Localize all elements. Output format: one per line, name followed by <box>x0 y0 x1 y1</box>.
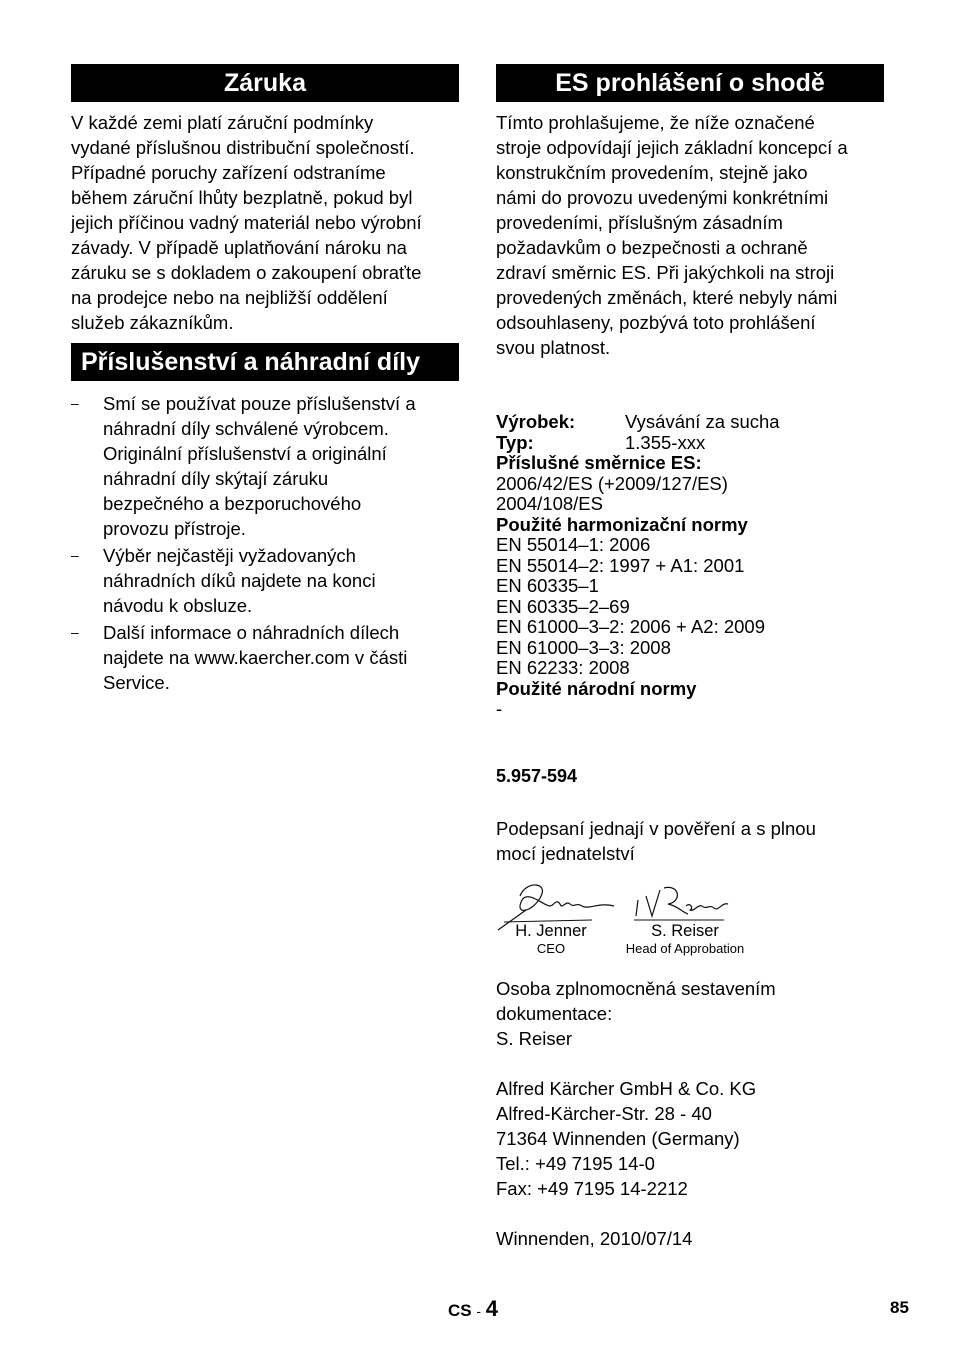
type-label: Typ: <box>496 431 534 453</box>
accessories-heading: Příslušenství a náhradní díly <box>71 343 459 381</box>
dash-bullet: – <box>71 395 79 411</box>
company-address <box>496 1076 884 1201</box>
product-value: Vysávání za sucha <box>625 411 780 432</box>
product-label: Výrobek: <box>496 411 576 432</box>
warranty-line: vydané příslušnou distribuční společností. <box>71 137 415 158</box>
place-date: Winnenden, 2010/07/14 <box>496 1227 693 1249</box>
national-label: Použité národní normy <box>496 677 697 699</box>
warranty-line: služeb zákazníkům. <box>71 312 234 333</box>
national-value: - <box>496 698 503 719</box>
declaration-line: provedených změnách, které nebyly námi <box>496 287 838 308</box>
harmonized-standard: EN 55014–1: 2006 <box>496 534 651 555</box>
harmonized-standard: EN 60335–1 <box>496 575 599 596</box>
declaration-text <box>496 110 884 360</box>
harmonized-standard: EN 62233: 2008 <box>496 657 630 678</box>
dash-bullet: – <box>71 624 79 640</box>
address-line: Alfred Kärcher GmbH & Co. KG <box>496 1077 757 1099</box>
signature-jenner <box>496 876 606 958</box>
harmonized-label: Použité harmonizační normy <box>496 513 748 535</box>
address-line: Alfred-Kärcher-Str. 28 - 40 <box>496 1102 712 1124</box>
warranty-heading: Záruka <box>71 64 459 102</box>
declaration-line: požadavkům o bezpečnosti a ochraně <box>496 237 808 258</box>
declaration-line: provedeními, příslušným zásadním <box>496 212 783 233</box>
declaration-line: konstrukčním provedením, stejně jako <box>496 162 808 183</box>
directive: 2006/42/ES (+2009/127/ES) <box>496 472 728 494</box>
signatory-role: CEO <box>536 940 566 956</box>
declaration-line: Tímto prohlašujeme, že níže označené <box>496 112 815 133</box>
warranty-line: záruku se s dokladem o zakoupení obraťte <box>71 262 422 283</box>
document-number: 5.957-594 <box>496 765 578 786</box>
warranty-text <box>71 110 459 335</box>
warranty-line: jejich příčinou vadný materiál nebo výrobní <box>71 212 422 233</box>
address-line: Fax: +49 7195 14-2212 <box>496 1177 688 1199</box>
warranty-line: Případné poruchy zařízení odstraníme <box>71 162 386 183</box>
right-column <box>496 64 884 1251</box>
declaration-heading: ES prohlášení o shodě <box>496 64 884 102</box>
harmonized-standard: EN 55014–2: 1997 + A1: 2001 <box>496 554 745 576</box>
page-number: 85 <box>890 1298 909 1317</box>
harmonized-standard: EN 61000–3–2: 2006 + A2: 2009 <box>496 616 765 637</box>
signature-block <box>496 876 884 966</box>
address-line: Tel.: +49 7195 14-0 <box>496 1152 655 1174</box>
declaration-line: námi do provozu uvedenými konkrétními <box>496 187 829 208</box>
footer-section-code <box>448 1296 498 1322</box>
footer-lang: CS <box>448 1301 472 1320</box>
authorized-person <box>496 976 884 1051</box>
declaration-line: svou platnost. <box>496 337 611 358</box>
signatory-role: Head of Approbation <box>625 940 745 956</box>
directive: 2004/108/ES <box>496 493 603 514</box>
accessories-list <box>71 391 459 695</box>
list-item: – Další informace o náhradních dílech najdete na www.kaercher.com v části Service. <box>71 622 408 693</box>
authorized-line: Osoba zplnomocněná sestavením <box>496 977 776 999</box>
warranty-line: během záruční lhůty bezplatně, pokud byl <box>71 187 413 208</box>
type-row <box>496 433 884 454</box>
warranty-line: V každé zemi platí záruční podmínky <box>71 112 374 133</box>
warranty-line: na prodejce nebo na nejbližší oddělení <box>71 287 388 308</box>
list-item: – Smí se používat pouze příslušenství a náhradní díly schválené výrobcem. Originální příslušenství a originální náhradní díly skýtají záruku bezpečného a bezporuchového provozu přístroje. <box>71 393 416 539</box>
warranty-line: závady. V případě uplatňování nároku na <box>71 237 407 258</box>
declaration-line: odsouhlaseny, pozbývá toto prohlášení <box>496 312 816 333</box>
declaration-line: zdraví směrnic ES. Při jakýchkoli na stroji <box>496 262 835 283</box>
address-line: 71364 Winnenden (Germany) <box>496 1127 740 1149</box>
authorized-line: S. Reiser <box>496 1027 573 1049</box>
signatory-name: H. Jenner <box>515 921 587 940</box>
footer-section-page: 4 <box>485 1296 499 1321</box>
dash-bullet: – <box>71 547 79 563</box>
signed-statement <box>496 816 884 866</box>
signatory-name: S. Reiser <box>651 921 719 940</box>
signed-line: Podepsaní jednají v pověření a s plnou <box>496 817 816 839</box>
directives-label: Příslušné směrnice ES: <box>496 452 702 473</box>
product-row <box>496 412 884 433</box>
authorized-line: dokumentace: <box>496 1002 613 1024</box>
footer-separator: - <box>476 1303 482 1319</box>
list-item: – Výběr nejčastěji vyžadovaných náhradních díků najdete na konci návodu k obsluze. <box>71 545 376 616</box>
product-spec <box>496 412 884 720</box>
harmonized-standard: EN 60335–2–69 <box>496 595 630 617</box>
signed-line: mocí jednatelství <box>496 842 635 864</box>
declaration-line: stroje odpovídají jejich základní koncepcí a <box>496 137 848 158</box>
left-column <box>71 64 459 697</box>
signature-reiser <box>620 876 750 958</box>
type-value: 1.355-xxx <box>625 431 706 453</box>
harmonized-standard: EN 61000–3–3: 2008 <box>496 636 671 658</box>
